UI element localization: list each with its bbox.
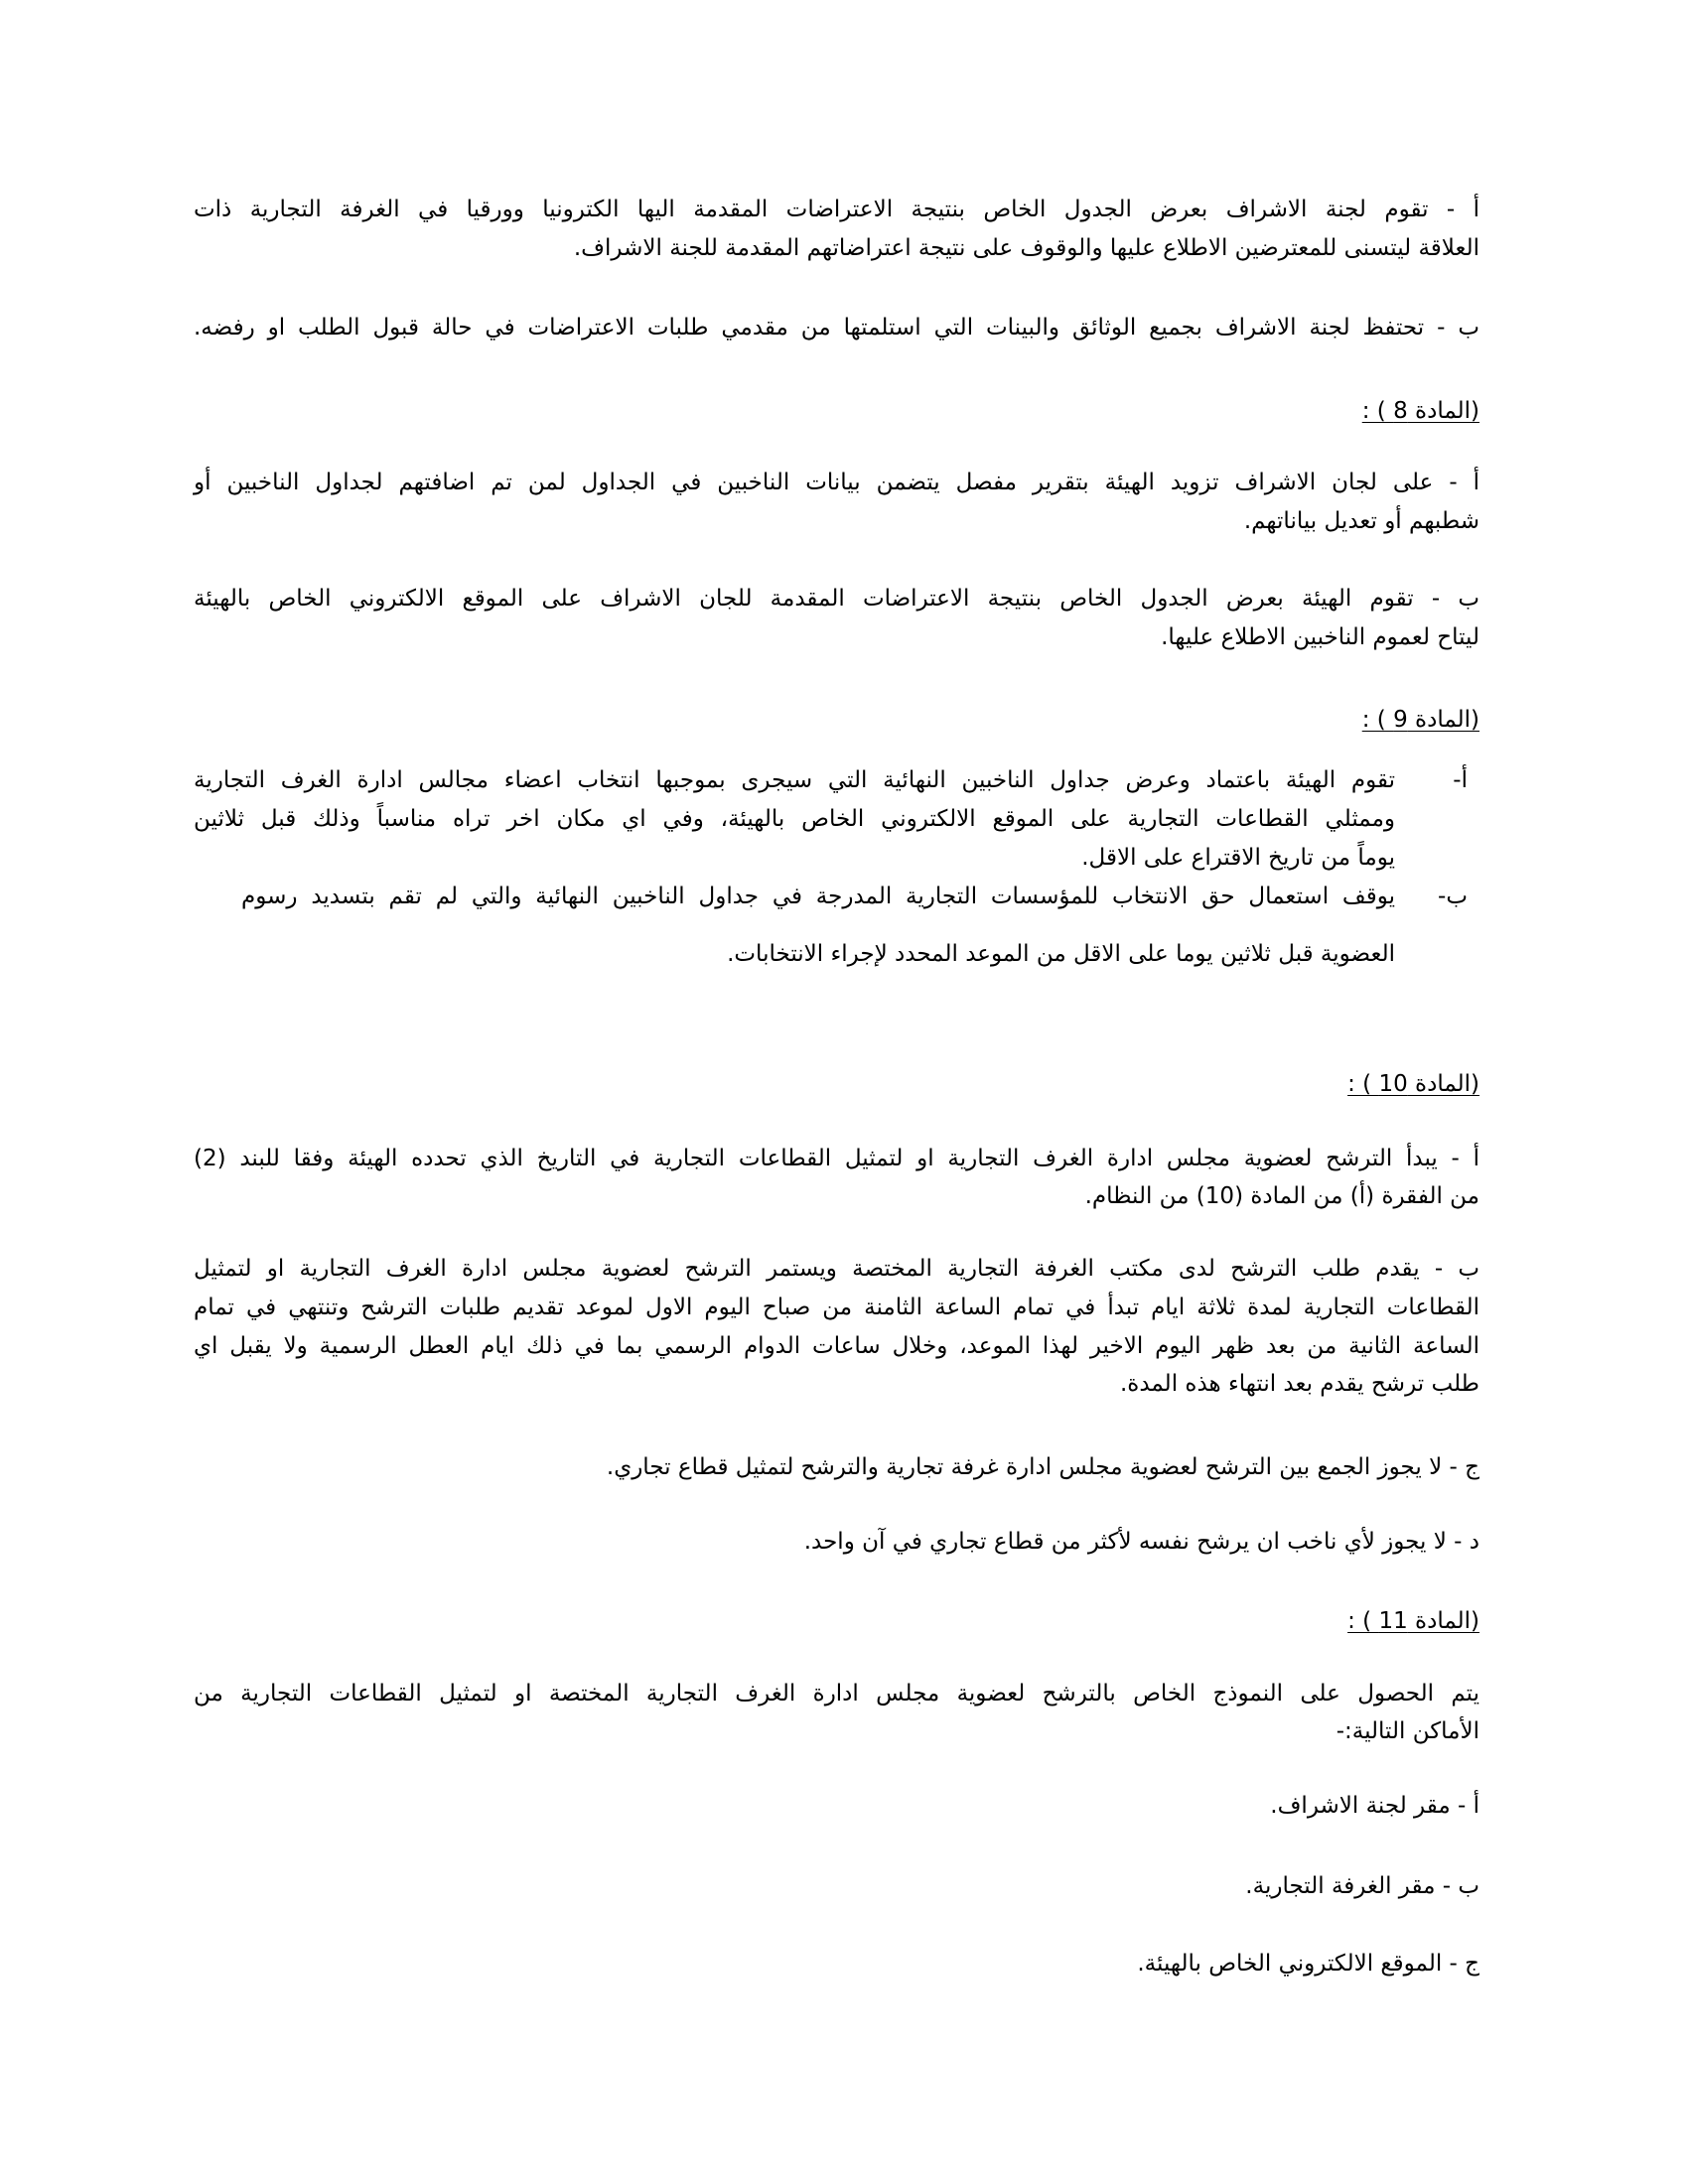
art10-b-line: الساعة الثانية من بعد ظهر اليوم الاخير لهذا الموعد، وخلال ساعات الدوام الرسمي بما في ذلك ايام العطل الرسمية ولا يقبل اي (194, 1333, 1479, 1359)
art11-intro-line: الأماكن التالية:- (1336, 1718, 1479, 1744)
art10-a-line: من الفقرة (أ) من المادة (10) من النظام. (1084, 1183, 1479, 1209)
art10-a-line: أ - يبدأ الترشح لعضوية مجلس ادارة الغرف التجارية او لتمثيل القطاعات التجارية في التاريخ الذي تحدده الهيئة وفقا للبند (2) (194, 1146, 1479, 1171)
article-9-heading: (المادة 9 ) : (1361, 707, 1479, 733)
art7-a-line: العلاقة ليتسنى للمعترضين الاطلاع عليها والوقوف على نتيجة اعتراضاتهم المقدمة للجنة الاشراف. (573, 235, 1479, 261)
art8-b-line: ليتاح لعموم الناخبين الاطلاع عليها. (1161, 624, 1479, 650)
art10-b-line: القطاعات التجارية لمدة ثلاثة ايام تبدأ في تمام الساعة الثامنة من صباح اليوم الاول لموعد تقديم طلبات الترشح وتنتهي في تمام (194, 1295, 1479, 1320)
art10-d: د - لا يجوز لأي ناخب ان يرشح نفسه لأكثر من قطاع تجاري في آن واحد. (803, 1529, 1479, 1555)
art11-item: ب - مقر الغرفة التجارية. (1245, 1873, 1479, 1899)
art7-a-line: أ - تقوم لجنة الاشراف بعرض الجدول الخاص بنتيجة الاعتراضات المقدمة اليها الكترونيا وورقيا في الغرفة التجارية ذات (194, 197, 1479, 222)
art7-b-line: ب - تحتفظ لجنة الاشراف بجميع الوثائق والبينات التي استلمتها من مقدمي طلبات الاعتراضات في حالة قبول الطلب او رفضه. (194, 315, 1479, 341)
art9-a-marker: أ- (1453, 767, 1468, 793)
art10-b-line: ب - يقدم طلب الترشح لدى مكتب الغرفة التجارية المختصة ويستمر الترشح لعضوية مجلس ادارة الغرف التجارية او لتمثيل (194, 1256, 1479, 1282)
article-11-heading: (المادة 11 ) : (1347, 1608, 1479, 1634)
art8-a-line: أ - على لجان الاشراف تزويد الهيئة بتقرير مفصل يتضمن بيانات الناخبين في الجداول لمن تم اضافتهم لجداول الناخبين أو (194, 470, 1479, 495)
art8-b-line: ب - تقوم الهيئة بعرض الجدول الخاص بنتيجة الاعتراضات المقدمة للجان الاشراف على الموقع الالكتروني الخاص بالهيئة (194, 586, 1479, 612)
art9-b-line: يوقف استعمال حق الانتخاب للمؤسسات التجارية المدرجة في جداول الناخبين النهائية والتي لم تقم بتسديد رسوم (241, 884, 1395, 909)
art9-a-line: تقوم الهيئة باعتماد وعرض جداول الناخبين النهائية التي سيجرى بموجبها انتخاب اعضاء مجالس ادارة الغرف التجارية (194, 767, 1395, 793)
article-8-heading: (المادة 8 ) : (1361, 398, 1479, 424)
art8-a-line: شطبهم أو تعديل بياناتهم. (1243, 508, 1479, 534)
art11-item: أ - مقر لجنة الاشراف. (1270, 1793, 1479, 1819)
art9-a-line: يوماً من تاريخ الاقتراع على الاقل. (1081, 845, 1395, 871)
art10-c: ج - لا يجوز الجمع بين الترشح لعضوية مجلس ادارة غرفة تجارية والترشح لتمثيل قطاع تجاري. (606, 1454, 1479, 1480)
art9-b-marker: ب- (1438, 884, 1468, 909)
art9-a-line: وممثلي القطاعات التجارية على الموقع الالكتروني الخاص بالهيئة، وفي اي مكان اخر تراه مناسباً وذلك قبل ثلاثين (194, 806, 1395, 832)
art10-b-line: طلب ترشح يقدم بعد انتهاء هذه المدة. (1119, 1371, 1479, 1397)
article-10-heading: (المادة 10 ) : (1347, 1071, 1479, 1097)
art11-intro-line: يتم الحصول على النموذج الخاص بالترشح لعضوية مجلس ادارة الغرف التجارية المختصة او لتمثيل القطاعات التجارية من (194, 1681, 1479, 1706)
art9-b-line: العضوية قبل ثلاثين يوما على الاقل من الموعد المحدد لإجراء الانتخابات. (727, 941, 1395, 967)
art11-item: ج - الموقع الالكتروني الخاص بالهيئة. (1137, 1951, 1479, 1977)
